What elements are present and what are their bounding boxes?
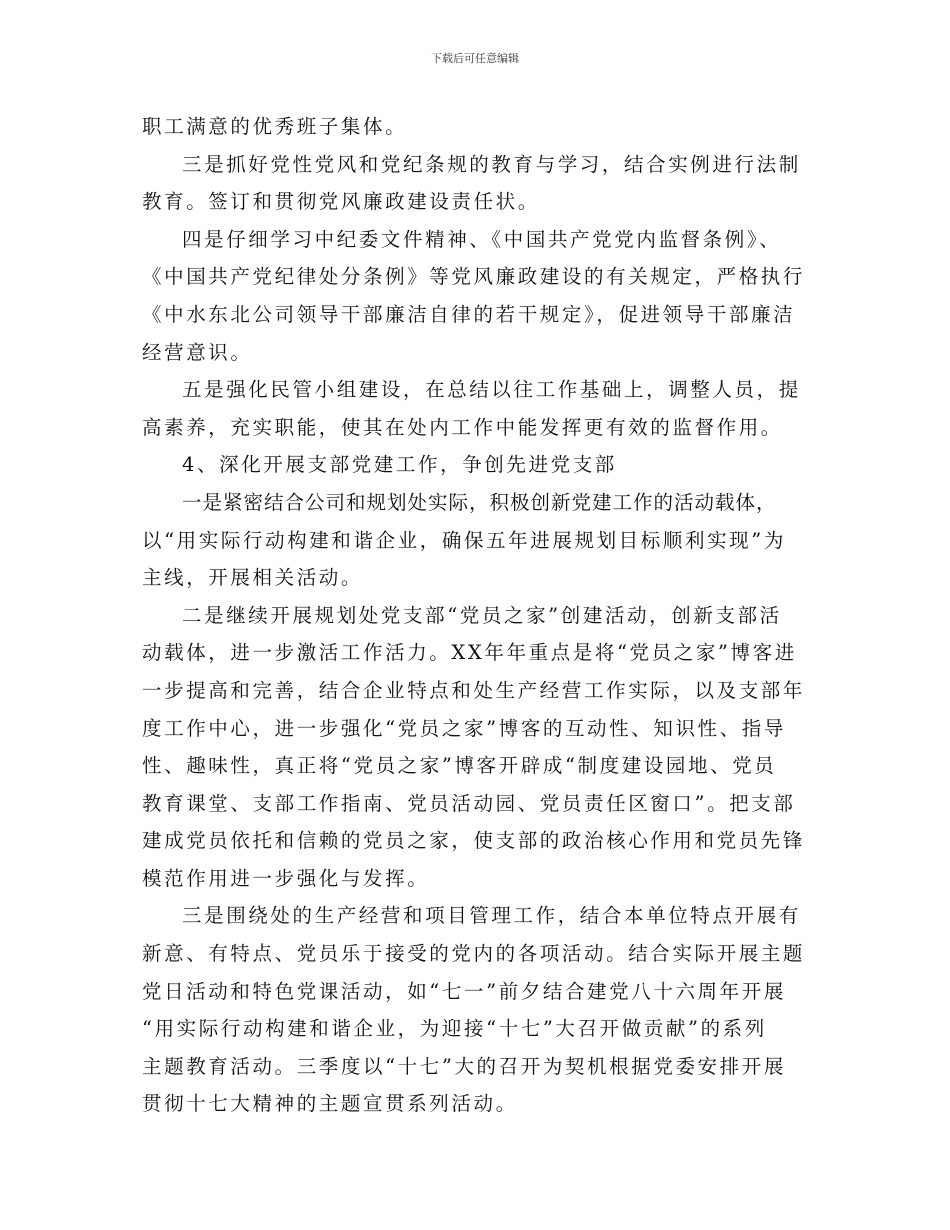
- text-line: 建成党员依托和信赖的党员之家，使支部的政治核心作用和党员先锋: [142, 829, 806, 853]
- text-line: 一步提高和完善，结合企业特点和处生产经营工作实际，以及支部年: [142, 678, 806, 702]
- text-line: 《中国共产党纪律处分条例》等党风廉政建设的有关规定，严格执行: [142, 265, 806, 289]
- text-line: 度工作中心，进一步强化“党员之家”博客的互动性、知识性、指导: [142, 716, 786, 740]
- text-line: 三是抓好党性党风和党纪条规的教育与学习，结合实例进行法制: [182, 152, 801, 176]
- text-line: 教育。签订和贯彻党风廉政建设责任状。: [142, 190, 540, 214]
- page-header: 下载后可任意编辑: [431, 52, 519, 65]
- text-line: 新意、有特点、党员乐于接受的党内的各项活动。结合实际开展主题: [142, 942, 806, 966]
- text-line: 五是强化民管小组建设，在总结以往工作基础上，调整人员，提: [182, 378, 801, 402]
- text-line: “用实际行动构建和谐企业，为迎接“十七”大召开做贡献”的系列: [142, 1017, 767, 1041]
- text-line: 三是围绕处的生产经营和项目管理工作，结合本单位特点开展有: [182, 904, 801, 928]
- text-line: 教育课堂、支部工作指南、党员活动园、党员责任区窗口”。把支部: [142, 791, 796, 815]
- text-line: 性、趣味性，真正将“党员之家”博客开辟成“制度建设园地、党员: [142, 754, 777, 778]
- text-line: 二是继续开展规划处党支部“党员之家”创建活动，创新支部活: [182, 603, 782, 627]
- text-line: 经营意识。: [142, 340, 253, 364]
- text-line: 高素养，充实职能，使其在处内工作中能发挥更有效的监督作用。: [142, 415, 783, 439]
- text-line: 以“用实际行动构建和谐企业，确保五年进展规划目标顺利实现”为: [142, 528, 786, 552]
- document-body: [142, 108, 806, 1123]
- text-line: 主线，开展相关活动。: [142, 566, 364, 590]
- text-line: 职工满意的优秀班子集体。: [142, 115, 408, 138]
- text-line: 4、深化开展支部党建工作，争创先进党支部: [182, 453, 617, 477]
- text-line: 一是紧密结合公司和规划处实际，积极创新党建工作的活动载体，: [182, 490, 777, 514]
- text-line: 动载体，进一步激活工作活力。XX年年重点是将“党员之家”博客进: [142, 641, 797, 665]
- text-line: 四是仔细学习中纪委文件精神、《中国共产党党内监督条例》、: [182, 227, 782, 251]
- text-line: 贯彻十七大精神的主题宣贯系列活动。: [142, 1092, 518, 1116]
- text-line: 主题教育活动。三季度以“十七”大的召开为契机根据党委安排开展: [142, 1054, 786, 1078]
- text-line: 模范作用进一步强化与发挥。: [142, 866, 430, 890]
- text-line: 《中水东北公司领导干部廉洁自律的若干规定》，促进领导干部廉洁: [142, 302, 796, 326]
- text-line: 党日活动和特色党课活动，如“七一”前夕结合建党八十六周年开展: [142, 979, 786, 1003]
